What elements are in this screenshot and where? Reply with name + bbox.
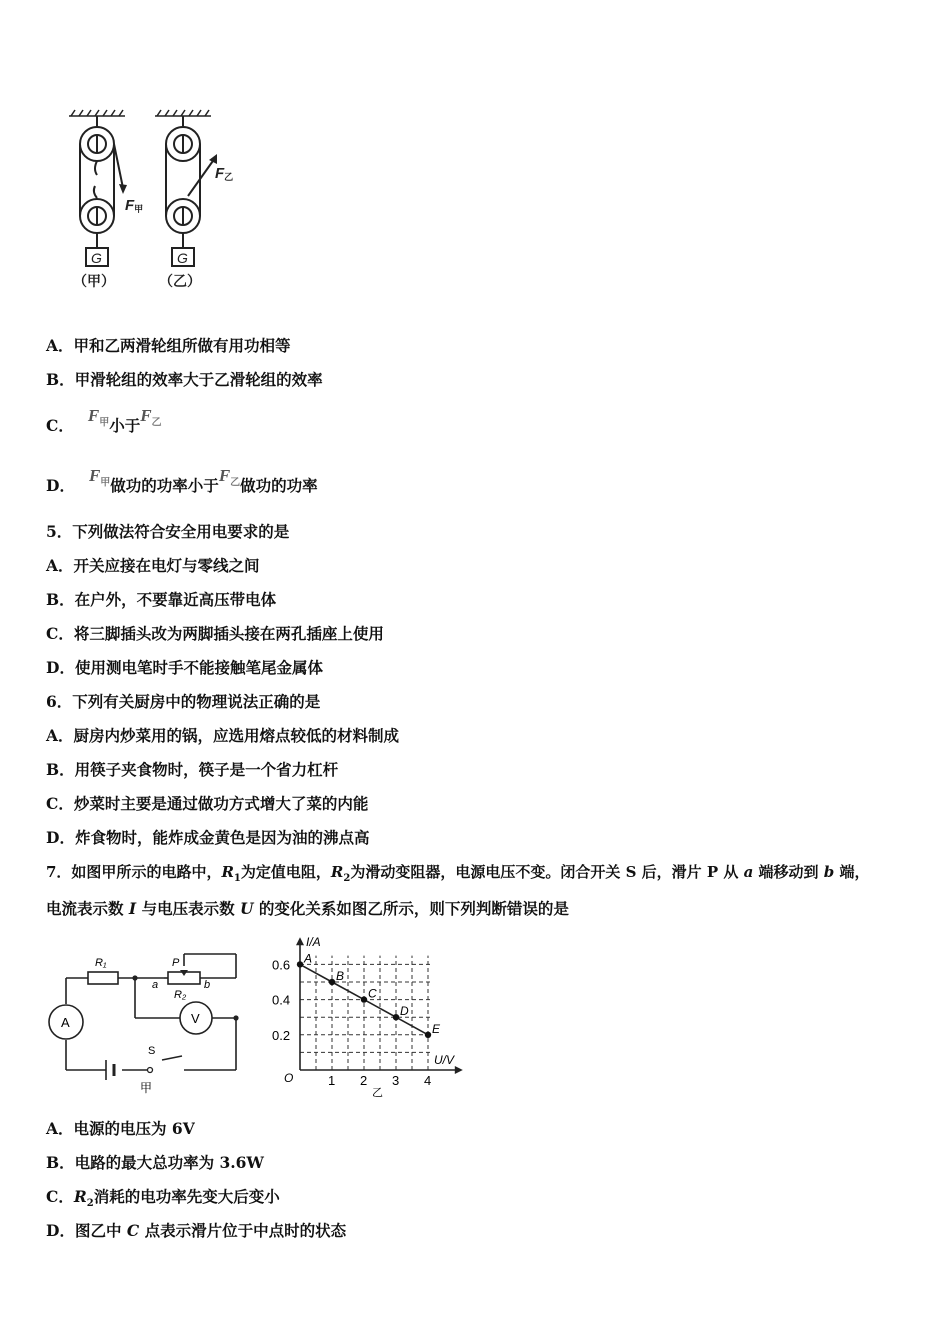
- battery: [106, 1060, 114, 1080]
- q5-stem: 5．下列做法符合安全用电要求的是: [46, 522, 290, 541]
- option-letter: D．: [46, 476, 75, 495]
- q6-stem: 6．下列有关厨房中的物理说法正确的是: [46, 692, 321, 711]
- q7-option-a: A．电源的电压为 6V: [46, 1119, 195, 1138]
- y-tick-label: 0.2: [272, 1027, 291, 1043]
- q7-option-d: D．图乙中 C 点表示滑片位于中点时的状态: [46, 1221, 347, 1240]
- a-label: a: [152, 979, 159, 991]
- option-letter: C．: [46, 416, 74, 435]
- y-axis-arrow: [296, 937, 304, 945]
- q6-option-d: D．炸食物时，能炸成金黄色是因为油的沸点高: [46, 828, 370, 847]
- option-text: 甲滑轮组的效率大于乙滑轮组的效率: [74, 370, 323, 389]
- data-point-label: D: [400, 1004, 409, 1019]
- r1-label: R₁: [95, 957, 107, 969]
- origin-label: O: [284, 1071, 294, 1085]
- data-point: [425, 1032, 431, 1038]
- q4-option-c: [46, 406, 162, 443]
- junction: [233, 1015, 238, 1020]
- data-point-label: A: [304, 951, 313, 966]
- force-label-yi: F乙: [215, 165, 234, 182]
- x-tick-label: 2: [360, 1073, 368, 1088]
- data-point: [361, 996, 367, 1002]
- pulley-figure: [55, 108, 255, 298]
- q5-option-d: D．使用测电笔时手不能接触笔尾金属体: [46, 658, 323, 677]
- data-point: [329, 979, 335, 985]
- x-tick-label: 3: [392, 1073, 400, 1088]
- ceiling-yi: [155, 110, 211, 116]
- p-label: P: [172, 957, 180, 969]
- option-letter: A．: [46, 336, 74, 355]
- chart-grid: [300, 956, 431, 1070]
- q7-option-c: C．$R_2$消耗的电功率先变大后变小: [46, 1187, 280, 1210]
- q5-option-c: C．将三脚插头改为两脚插头接在两孔插座上使用: [46, 624, 384, 643]
- q4-option-d: [46, 466, 318, 503]
- option-text: 做功的功率: [240, 476, 318, 495]
- chart-caption: 乙: [372, 1087, 383, 1099]
- ceiling-jia: [69, 110, 125, 116]
- y-tick-label: 0.4: [272, 992, 291, 1008]
- option-text: 做功的功率小于: [110, 476, 219, 495]
- q5-option-a: A．开关应接在电灯与零线之间: [46, 556, 260, 575]
- circuit-diagram: [44, 944, 254, 1100]
- f-yi-symbol: $F_乙$: [140, 406, 162, 429]
- iu-graph: [270, 930, 470, 1100]
- q6-option-a: A．厨房内炒菜用的锅，应选用熔点较低的材料制成: [46, 726, 400, 745]
- q4-option-b: [46, 370, 323, 390]
- data-point: [393, 1014, 399, 1020]
- q6-option-c: C．炒菜时主要是通过做功方式增大了菜的内能: [46, 794, 369, 813]
- voltmeter-label: V: [191, 1011, 200, 1026]
- x-tick-label: 4: [424, 1073, 432, 1088]
- option-text: 小于: [109, 416, 141, 435]
- option-letter: B．: [46, 370, 75, 389]
- option-text: 甲和乙两滑轮组所做有用功相等: [73, 336, 291, 355]
- b-label: b: [204, 979, 211, 991]
- x-axis-arrow: [455, 1066, 463, 1074]
- pulley-system-jia: [80, 116, 123, 266]
- data-point-label: B: [336, 969, 345, 983]
- pulley-system-yi: [166, 116, 215, 266]
- q4-option-a: [46, 336, 291, 356]
- q7-stem-line2: 电流表示数 I 与电压表示数 U 的变化关系如图乙所示，则下列判断错误的是: [46, 899, 569, 918]
- weight-label-yi: G: [177, 250, 188, 266]
- force-arrow-jia: [119, 184, 127, 194]
- data-point-label: C: [368, 986, 377, 1001]
- r2-label: R₂: [174, 989, 187, 1001]
- f-jia-symbol: $F_甲$: [87, 406, 110, 429]
- q6-option-b: B．用筷子夹食物时，筷子是一个省力杠杆: [46, 760, 339, 779]
- x-axis-label: U/V: [434, 1053, 455, 1067]
- y-axis-label: I/A: [306, 935, 321, 949]
- caption-yi: （乙）: [159, 273, 201, 289]
- q7-option-b: B．电路的最大总功率为 3.6W: [46, 1153, 264, 1172]
- data-point: [297, 961, 303, 967]
- switch-node-left: [148, 1068, 153, 1073]
- chart-marks: [272, 951, 441, 1088]
- f-jia-symbol: $F_甲$: [88, 466, 111, 489]
- circuit-caption: 甲: [140, 1081, 153, 1095]
- f-yi-symbol: $F_乙$: [218, 466, 241, 489]
- data-point-label: E: [432, 1021, 441, 1036]
- switch-label: S: [148, 1045, 156, 1057]
- resistor-r1: [88, 972, 118, 984]
- y-tick-label: 0.6: [272, 957, 291, 973]
- force-label-jia: F甲: [125, 197, 144, 214]
- weight-label-jia: G: [91, 250, 102, 266]
- x-tick-label: 1: [328, 1073, 336, 1088]
- caption-jia: （甲）: [73, 273, 115, 289]
- junction: [132, 975, 137, 980]
- q7-stem-line1: 7．如图甲所示的电路中，$R_1$为定值电阻，$R_2$为滑动变阻器，电源电压不变。闭合开关 S 后，滑片 P 从 a 端移动到 b 端，: [46, 863, 870, 884]
- q5-option-b: B．在户外，不要靠近高压带电体: [46, 590, 277, 609]
- ammeter-label: A: [61, 1015, 70, 1030]
